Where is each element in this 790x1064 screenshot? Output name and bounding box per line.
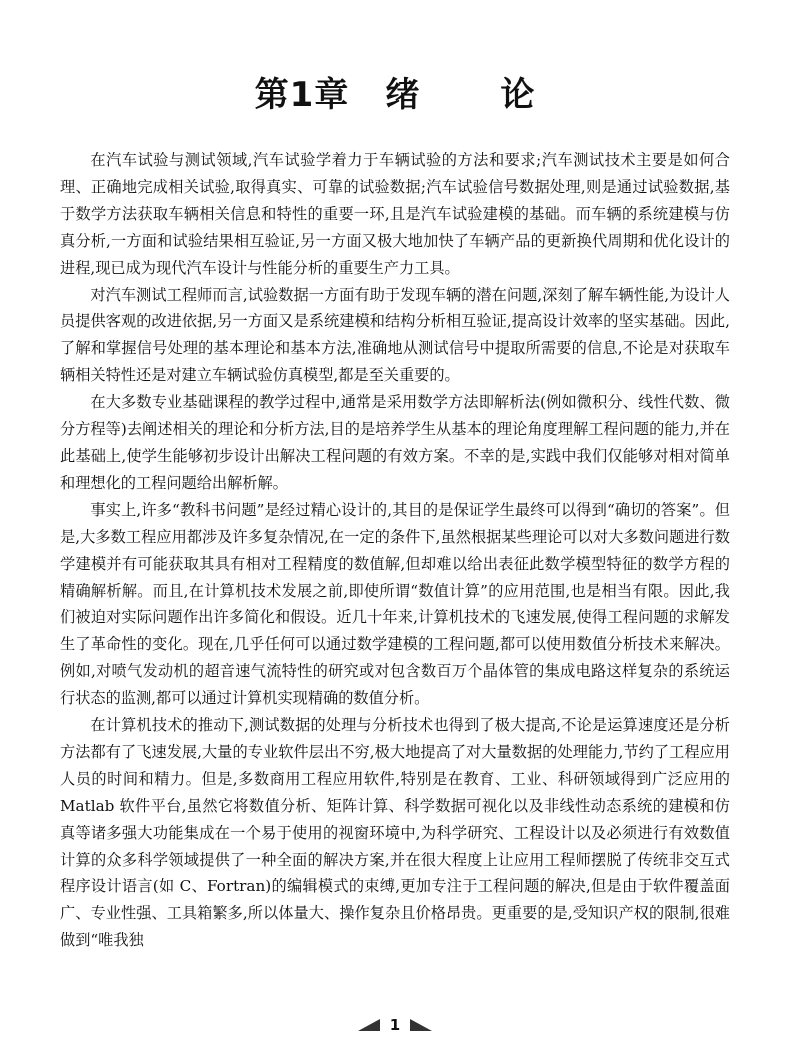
body-text xyxy=(60,147,730,954)
page-number: 1 xyxy=(389,1015,401,1034)
paragraph: 事实上,许多“教科书问题”是经过精心设计的,其目的是保证学生最终可以得到“确切的答案”。但是,大多数工程应用都涉及许多复杂情况,在一定的条件下,虽然根据某些理论可以对大多数问题进行数学建模并有可能获取其具有相对工程精度的数值解,但却难以给出表征此数学模型特征的数学方程的精确解析解。而且,在计算机技术发展之前,即使所谓“数值计算”的应用范围,也是相当有限。因此,我们被迫对实际问题作出许多简化和假设。近几十年来,计算机技术的飞速发展,使得工程问题的求解发生了革命性的变化。现在,几乎任何可以通过数学建模的工程问题,都可以使用数值分析技术来解决。例如,对喷气发动机的超音速气流特性的研究或对包含数百万个晶体管的集成电路这样复杂的系统运行状态的监测,都可以通过计算机实现精确的数值分析。 xyxy=(60,500,730,708)
paragraph: 对汽车测试工程师而言,试验数据一方面有助于发现车辆的潜在问题,深刻了解车辆性能,为设计人员提供客观的改进依据,另一方面又是系统建模和结构分析相互验证,提高设计效率的坚实基础。因此,了解和掌握信号处理的基本理论和基本方法,准确地从测试信号中提取所需要的信息,不论是对获取车辆相关特性还是对建立车辆试验仿真模型,都是至关重要的。 xyxy=(60,285,730,385)
chapter-title-char-1: 绪 xyxy=(385,75,421,115)
paragraph: 在大多数专业基础课程的教学过程中,通常是采用数学方法即解析法(例如微积分、线性代数、微分方程等)去阐述相关的理论和分析方法,目的是培养学生从基本的理论角度理解工程问题的能力,并在此基础上,使学生能够初步设计出解决工程问题的有效方案。不幸的是,实践中我们仅能够对相对简单和理想化的工程问题给出解析解。 xyxy=(60,393,730,492)
paragraph: 在汽车试验与测试领域,汽车试验学着力于车辆试验的方法和要求;汽车测试技术主要是如何合理、正确地完成相关试验,取得真实、可靠的试验数据;汽车试验信号数据处理,则是通过试验数据,基于数学方法获取车辆相关信息和特性的重要一环,且是汽车试验建模的基础。而车辆的系统建模与仿真分析,一方面和试验结果相互验证,另一方面又极大地加快了车辆产品的更新换代周期和优化设计的进程,现已成为现代汽车设计与性能分析的重要生产力工具。 xyxy=(60,151,730,277)
triangle-left-icon xyxy=(358,1019,380,1031)
triangle-right-icon xyxy=(410,1019,432,1031)
chapter-label: 第1章 xyxy=(254,75,350,115)
chapter-title-char-2: 论 xyxy=(500,75,536,115)
page-footer xyxy=(0,1012,790,1037)
paragraph: 在计算机技术的推动下,测试数据的处理与分析技术也得到了极大提高,不论是运算速度还是分析方法都有了飞速发展,大量的专业软件层出不穷,极大地提高了对大量数据的处理能力,节约了工程应用人员的时间和精力。但是,多数商用工程应用软件,特别是在教育、工业、科研领域得到广泛应用的 Matlab 软件平台,虽然它将数值分析、矩阵计算、科学数据可视化以及非线性动态系统的建模和仿真等诸多强大功能集成在一个易于使用的视窗环境中,为科学研究、工程设计以及必须进行有效数值计算的众多科学领域提供了一种全面的解决方案,并在很大程度上让应用工程师摆脱了传统非交互式程序设计语言(如 C、Fortran)的编辑模式的束缚,更加专注于工程问题的解决,但是由于软件覆盖面广、专业性强、工具箱繁多,所以体量大、操作复杂且价格昂贵。更重要的是,受知识产权的限制,很难做到“唯我独 xyxy=(60,716,730,950)
chapter-title xyxy=(0,70,790,120)
